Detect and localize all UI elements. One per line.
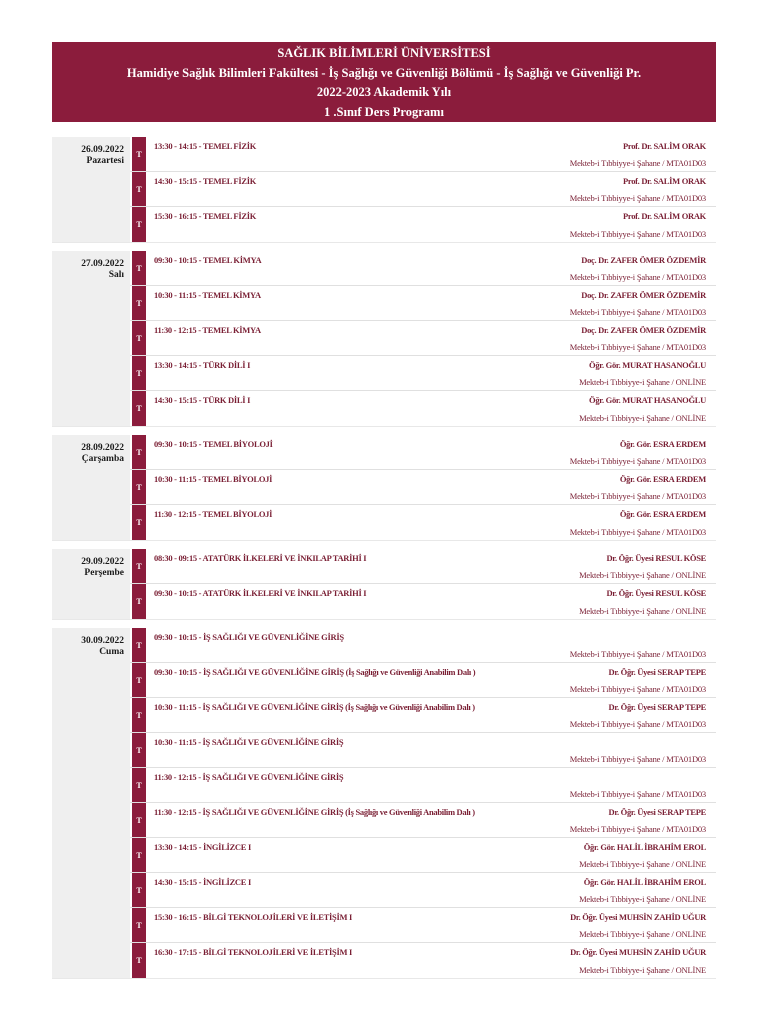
lesson-course: 13:30 - 14:15 - İNGİLİZCE I — [154, 842, 251, 852]
lesson-course: 09:30 - 10:15 - İŞ SAĞLIĞI VE GÜVENLİĞİNE GİRİŞ — [154, 632, 344, 642]
date-cell — [52, 628, 130, 978]
lesson-body — [146, 838, 716, 872]
lesson-teacher: Dr. Öğr. Üyesi RESUL KÖSE — [606, 588, 706, 598]
lesson-room: Mekteb-i Tıbbiyye-i Şahane / MTA01D03 — [569, 684, 706, 694]
lesson-body — [146, 908, 716, 942]
date-cell — [52, 435, 130, 540]
day-date: 30.09.2022 — [81, 636, 124, 646]
lesson-teacher: Öğr. Gör. HALİL İBRAHİM EROL — [583, 842, 706, 852]
lesson-body — [146, 356, 716, 390]
lesson-room: Mekteb-i Tıbbiyye-i Şahane / ONLİNE — [579, 377, 706, 387]
day-block — [52, 251, 716, 427]
lesson-course: 10:30 - 11:15 - TEMEL BİYOLOJİ — [154, 474, 273, 484]
lesson-row — [130, 137, 716, 172]
lesson-body — [146, 286, 716, 320]
lesson-body — [146, 137, 716, 171]
lesson-body — [146, 435, 716, 469]
lesson-teacher: Prof. Dr. SALİM ORAK — [622, 176, 706, 186]
day-weekday: Çarşamba — [81, 454, 124, 464]
lesson-teacher: Öğr. Gör. HALİL İBRAHİM EROL — [583, 877, 706, 887]
faculty-title: Hamidiye Sağlık Bilimleri Fakültesi - İş Sağlığı ve Güvenliği Bölümü - İş Sağlığı ve Güvenliği Pr. — [126, 65, 642, 80]
lesson-body — [146, 873, 716, 907]
lesson-row — [130, 584, 716, 619]
lesson-row — [130, 356, 716, 391]
lesson-type-badge: T — [132, 733, 146, 767]
lesson-type-badge: T — [132, 628, 146, 662]
lesson-course: 15:30 - 16:15 - TEMEL FİZİK — [154, 211, 257, 221]
lesson-body — [146, 733, 716, 767]
lesson-body — [146, 321, 716, 355]
lesson-row — [130, 628, 716, 663]
lesson-row — [130, 943, 716, 978]
lesson-room: Mekteb-i Tıbbiyye-i Şahane / MTA01D03 — [569, 649, 706, 659]
lesson-row — [130, 505, 716, 540]
lesson-row — [130, 908, 716, 943]
day-date: 26.09.2022 — [81, 145, 124, 155]
lesson-teacher: Öğr. Gör. ESRA ERDEM — [619, 509, 706, 519]
lesson-row — [130, 172, 716, 207]
lesson-type-badge: T — [132, 391, 146, 426]
lesson-teacher: Doç. Dr. ZAFER ÖMER ÖZDEMİR — [581, 255, 706, 265]
lesson-type-badge: T — [132, 698, 146, 732]
lesson-row — [130, 698, 716, 733]
day-block — [52, 137, 716, 243]
program-title: 1 .Sınıf Ders Programı — [324, 104, 444, 119]
university-title: SAĞLIK BİLİMLERİ ÜNİVERSİTESİ — [277, 46, 491, 60]
lesson-course: 10:30 - 11:15 - TEMEL KİMYA — [154, 290, 261, 300]
lesson-row — [130, 321, 716, 356]
lesson-type-badge: T — [132, 505, 146, 540]
lesson-room: Mekteb-i Tıbbiyye-i Şahane / MTA01D03 — [569, 527, 706, 537]
lesson-teacher: Öğr. Gör. ESRA ERDEM — [619, 439, 706, 449]
lesson-row — [130, 803, 716, 838]
day-weekday: Cuma — [99, 647, 124, 657]
lesson-room: Mekteb-i Tıbbiyye-i Şahane / ONLİNE — [579, 413, 706, 423]
lesson-room: Mekteb-i Tıbbiyye-i Şahane / ONLİNE — [579, 570, 706, 580]
lesson-course: 10:30 - 11:15 - İŞ SAĞLIĞI VE GÜVENLİĞİNE GİRİŞ (İş Sağlığı ve Güvenliği Anabilim Dalı ) — [154, 702, 475, 712]
lesson-room: Mekteb-i Tıbbiyye-i Şahane / MTA01D03 — [569, 342, 706, 352]
lesson-type-badge: T — [132, 470, 146, 504]
lesson-row — [130, 435, 716, 470]
lesson-row — [130, 733, 716, 768]
lesson-row — [130, 207, 716, 242]
lesson-room: Mekteb-i Tıbbiyye-i Şahane / ONLİNE — [579, 965, 706, 975]
lesson-room: Mekteb-i Tıbbiyye-i Şahane / MTA01D03 — [569, 307, 706, 317]
lesson-body — [146, 505, 716, 540]
lesson-type-badge: T — [132, 838, 146, 872]
lesson-type-badge: T — [132, 286, 146, 320]
lesson-room: Mekteb-i Tıbbiyye-i Şahane / ONLİNE — [579, 606, 706, 616]
lesson-body — [146, 391, 716, 426]
lesson-course: 11:30 - 12:15 - İŞ SAĞLIĞI VE GÜVENLİĞİNE GİRİŞ — [154, 772, 344, 782]
lesson-teacher: Dr. Öğr. Üyesi SERAP TEPE — [608, 667, 706, 677]
lesson-course: 14:30 - 15:15 - İNGİLİZCE I — [154, 877, 251, 887]
lesson-row — [130, 873, 716, 908]
lesson-teacher: Prof. Dr. SALİM ORAK — [622, 211, 706, 221]
lesson-body — [146, 584, 716, 619]
lesson-room: Mekteb-i Tıbbiyye-i Şahane / ONLİNE — [579, 859, 706, 869]
lesson-room: Mekteb-i Tıbbiyye-i Şahane / MTA01D03 — [569, 754, 706, 764]
date-cell — [52, 251, 130, 426]
lesson-teacher: Dr. Öğr. Üyesi MUHSİN ZAHİD UĞUR — [570, 912, 706, 922]
lesson-teacher: Öğr. Gör. MURAT HASANOĞLU — [589, 360, 706, 370]
lesson-list — [130, 549, 716, 619]
day-block — [52, 435, 716, 541]
date-cell — [52, 137, 130, 242]
lesson-body — [146, 803, 716, 837]
lesson-course: 11:30 - 12:15 - İŞ SAĞLIĞI VE GÜVENLİĞİNE GİRİŞ (İş Sağlığı ve Güvenliği Anabilim Dalı ) — [154, 807, 475, 817]
day-block — [52, 628, 716, 979]
lesson-room: Mekteb-i Tıbbiyye-i Şahane / MTA01D03 — [569, 789, 706, 799]
lesson-room: Mekteb-i Tıbbiyye-i Şahane / MTA01D03 — [569, 456, 706, 466]
lesson-body — [146, 172, 716, 206]
lesson-room: Mekteb-i Tıbbiyye-i Şahane / MTA01D03 — [569, 229, 706, 239]
lesson-course: 13:30 - 14:15 - TÜRK DİLİ I — [154, 360, 251, 370]
lesson-teacher: Dr. Öğr. Üyesi SERAP TEPE — [608, 807, 706, 817]
lesson-teacher: Doç. Dr. ZAFER ÖMER ÖZDEMİR — [581, 290, 706, 300]
lesson-room: Mekteb-i Tıbbiyye-i Şahane / MTA01D03 — [569, 491, 706, 501]
lesson-type-badge: T — [132, 172, 146, 206]
lesson-list — [130, 435, 716, 540]
lesson-teacher: Prof. Dr. SALİM ORAK — [622, 141, 706, 151]
lesson-type-badge: T — [132, 584, 146, 619]
lesson-type-badge: T — [132, 251, 146, 285]
day-weekday: Salı — [108, 270, 124, 280]
lesson-teacher: Dr. Öğr. Üyesi SERAP TEPE — [608, 702, 706, 712]
lesson-room: Mekteb-i Tıbbiyye-i Şahane / MTA01D03 — [569, 272, 706, 282]
date-cell — [52, 549, 130, 619]
lesson-body — [146, 698, 716, 732]
lesson-type-badge: T — [132, 356, 146, 390]
schedule — [52, 137, 716, 979]
lesson-course: 09:30 - 10:15 - İŞ SAĞLIĞI VE GÜVENLİĞİNE GİRİŞ (İş Sağlığı ve Güvenliği Anabilim Dalı ) — [154, 667, 476, 677]
lesson-type-badge: T — [132, 943, 146, 978]
lesson-course: 15:30 - 16:15 - BİLGİ TEKNOLOJİLERİ VE İLETİŞİM I — [154, 912, 353, 922]
lesson-teacher: Öğr. Gör. MURAT HASANOĞLU — [589, 395, 706, 405]
lesson-room: Mekteb-i Tıbbiyye-i Şahane / ONLİNE — [579, 894, 706, 904]
lesson-type-badge: T — [132, 137, 146, 171]
lesson-row — [130, 391, 716, 426]
lesson-body — [146, 470, 716, 504]
lesson-body — [146, 251, 716, 285]
lesson-body — [146, 768, 716, 802]
lesson-body — [146, 207, 716, 242]
lesson-room: Mekteb-i Tıbbiyye-i Şahane / MTA01D03 — [569, 824, 706, 834]
lesson-course: 08:30 - 09:15 - ATATÜRK İLKELERİ VE İNKILAP TARİHİ I — [154, 553, 367, 563]
lesson-teacher: Dr. Öğr. Üyesi RESUL KÖSE — [606, 553, 706, 563]
lesson-body — [146, 549, 716, 583]
lesson-teacher: Doç. Dr. ZAFER ÖMER ÖZDEMİR — [581, 325, 706, 335]
lesson-course: 13:30 - 14:15 - TEMEL FİZİK — [154, 141, 257, 151]
day-weekday: Perşembe — [84, 568, 124, 578]
lesson-row — [130, 286, 716, 321]
lesson-row — [130, 470, 716, 505]
lesson-type-badge: T — [132, 321, 146, 355]
lesson-course: 10:30 - 11:15 - İŞ SAĞLIĞI VE GÜVENLİĞİNE GİRİŞ — [154, 737, 344, 747]
day-weekday: Pazartesi — [86, 156, 124, 166]
lesson-course: 11:30 - 12:15 - TEMEL KİMYA — [154, 325, 261, 335]
lesson-list — [130, 251, 716, 426]
lesson-course: 11:30 - 12:15 - TEMEL BİYOLOJİ — [154, 509, 273, 519]
lesson-list — [130, 628, 716, 978]
lesson-type-badge: T — [132, 663, 146, 697]
lesson-type-badge: T — [132, 768, 146, 802]
academic-year: 2022-2023 Akademik Yılı — [316, 85, 452, 99]
lesson-body — [146, 663, 716, 697]
lesson-type-badge: T — [132, 549, 146, 583]
lesson-type-badge: T — [132, 207, 146, 242]
day-date: 29.09.2022 — [81, 557, 124, 567]
lesson-room: Mekteb-i Tıbbiyye-i Şahane / MTA01D03 — [569, 193, 706, 203]
day-date: 27.09.2022 — [81, 259, 124, 269]
page-header — [52, 42, 716, 122]
lesson-course: 14:30 - 15:15 - TÜRK DİLİ I — [154, 395, 251, 405]
lesson-row — [130, 663, 716, 698]
lesson-teacher: Öğr. Gör. ESRA ERDEM — [619, 474, 706, 484]
lesson-course: 14:30 - 15:15 - TEMEL FİZİK — [154, 176, 257, 186]
day-date: 28.09.2022 — [81, 443, 124, 453]
lesson-course: 16:30 - 17:15 - BİLGİ TEKNOLOJİLERİ VE İLETİŞİM I — [154, 947, 353, 957]
day-block — [52, 549, 716, 620]
lesson-type-badge: T — [132, 803, 146, 837]
lesson-body — [146, 628, 716, 662]
lesson-course: 09:30 - 10:15 - TEMEL KİMYA — [154, 255, 262, 265]
lesson-course: 09:30 - 10:15 - ATATÜRK İLKELERİ VE İNKILAP TARİHİ I — [154, 588, 367, 598]
lesson-room: Mekteb-i Tıbbiyye-i Şahane / MTA01D03 — [569, 158, 706, 168]
lesson-body — [146, 943, 716, 978]
lesson-row — [130, 549, 716, 584]
lesson-room: Mekteb-i Tıbbiyye-i Şahane / MTA01D03 — [569, 719, 706, 729]
lesson-room: Mekteb-i Tıbbiyye-i Şahane / ONLİNE — [579, 929, 706, 939]
lesson-teacher: Dr. Öğr. Üyesi MUHSİN ZAHİD UĞUR — [570, 947, 706, 957]
lesson-row — [130, 251, 716, 286]
lesson-type-badge: T — [132, 908, 146, 942]
lesson-course: 09:30 - 10:15 - TEMEL BİYOLOJİ — [154, 439, 273, 449]
lesson-list — [130, 137, 716, 242]
lesson-row — [130, 768, 716, 803]
lesson-type-badge: T — [132, 873, 146, 907]
lesson-type-badge: T — [132, 435, 146, 469]
lesson-row — [130, 838, 716, 873]
